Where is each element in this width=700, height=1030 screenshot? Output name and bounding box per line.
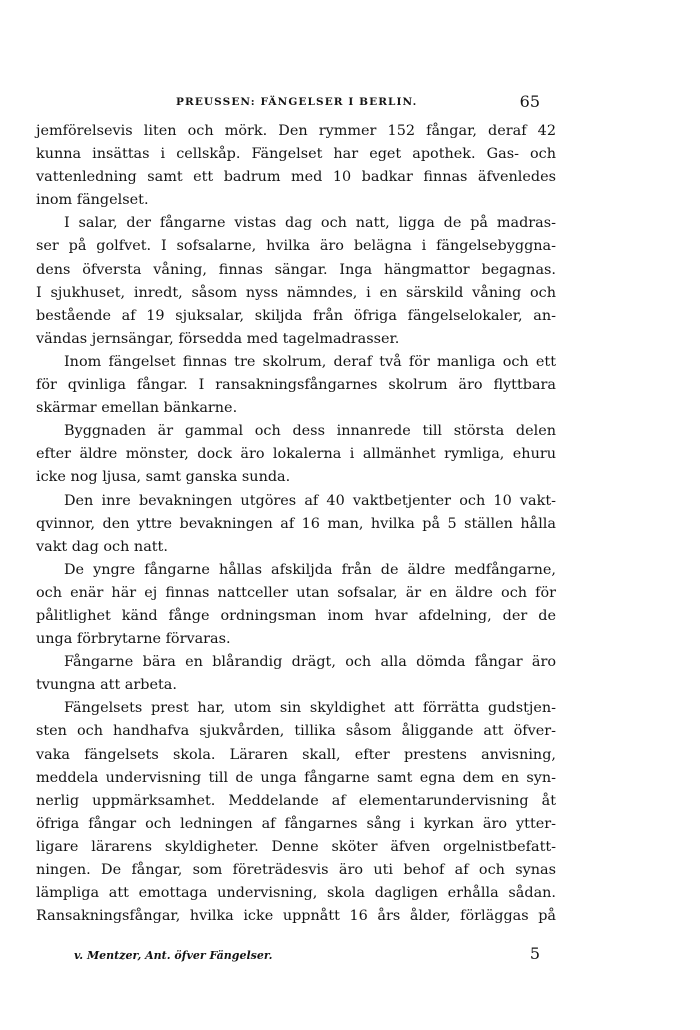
text-line: Den inre bevakningen utgöres af 40 vaktbetjenter och 10 vakt-	[64, 492, 556, 509]
text-line: lämpliga att emottaga undervisning, skola dagligen erhålla sådan.	[36, 885, 556, 902]
text-line: vändas jernsängar, försedda med tagelmadrasser.	[36, 330, 400, 347]
text-line: icke nog ljusa, samt ganska sunda.	[36, 469, 291, 486]
page-number: 65	[519, 92, 540, 111]
text-line: skärmar emellan bänkarne.	[36, 400, 238, 417]
text-line: Inom fängelset finnas tre skolrum, deraf två för manliga och ett	[64, 353, 556, 370]
text-line: sten och handhafva sjukvården, tillika såsom åliggande att öfver-	[36, 723, 556, 740]
text-line: kunna insättas i cellskåp. Fängelset har eget apothek. Gas- och	[36, 146, 556, 163]
text-line: Ransakningsfångar, hvilka icke uppnått 16 års ålder, förläggas på	[36, 908, 556, 925]
running-title: PREUSSEN: FÄNGELSER I BERLIN.	[176, 96, 418, 108]
text-line: meddela undervisning till de unga fångarne samt egna dem en syn-	[36, 769, 556, 786]
footer-credit: v. Mentzer, Ant. öfver Fängelser.	[74, 949, 273, 962]
text-line: vakt dag och natt.	[36, 538, 168, 555]
body-text	[36, 120, 556, 928]
text-line: ligare lärarens skyldigheter. Denne sköter äfven orgelnistbefatt-	[36, 838, 556, 855]
text-line: qvinnor, den yttre bevakningen af 16 man, hvilka på 5 ställen hålla	[36, 515, 556, 532]
page-footer	[36, 944, 540, 968]
text-line: öfriga fångar och ledningen af fångarnes sång i kyrkan äro ytter-	[36, 815, 556, 832]
text-line: tvungna att arbeta.	[36, 677, 177, 694]
text-line: I salar, der fångarne vistas dag och natt, ligga de på madras-	[64, 215, 556, 232]
text-line: dens öfversta våning, finnas sängar. Inga hängmattor begagnas.	[36, 261, 556, 278]
text-line: Fångarne bära en blårandig drägt, och alla dömda fångar äro	[64, 654, 556, 671]
text-line: De yngre fångarne hållas afskiljda från de äldre medfångarne,	[64, 561, 556, 578]
text-line: nerlig uppmärksamhet. Meddelande af elementarundervisning åt	[36, 792, 556, 809]
text-line: unga förbrytarne förvaras.	[36, 631, 231, 648]
text-line: I sjukhuset, inredt, såsom nyss nämndes, i en särskild våning och	[36, 284, 556, 301]
text-line: pålitlighet känd fånge ordningsman inom hvar afdelning, der de	[36, 607, 556, 624]
text-line: Fängelsets prest har, utom sin skyldighet att förrätta gudstjen-	[64, 700, 556, 717]
text-line: bestående af 19 sjuksalar, skiljda från öfriga fängelselokaler, an-	[36, 307, 556, 324]
text-line: jemförelsevis liten och mörk. Den rymmer 152 fångar, deraf 42	[36, 123, 556, 139]
text-line: vattenledning samt ett badrum med 10 badkar finnas äfvenledes	[36, 169, 556, 186]
running-head	[36, 92, 540, 114]
text-line: efter äldre mönster, dock äro lokalerna i allmänhet rymliga, ehuru	[36, 446, 556, 463]
text-line: ningen. De fångar, som företrädesvis äro uti behof af och synas	[36, 862, 556, 878]
text-line: ser på golfvet. I sofsalarne, hvilka äro belägna i fängelsebyggna-	[36, 238, 556, 255]
signature-mark: 5	[529, 944, 540, 963]
text-line: för qvinliga fångar. I ransakningsfångarnes skolrum äro flyttbara	[36, 377, 556, 394]
text-line: inom fängelset.	[36, 192, 149, 209]
text-line: och enär här ej finnas nattceller utan sofsalar, är en äldre och för	[36, 584, 556, 601]
text-line: vaka fängelsets skola. Läraren skall, efter prestens anvisning,	[36, 746, 556, 763]
text-line: Byggnaden är gammal och dess innanrede till största delen	[64, 423, 556, 440]
